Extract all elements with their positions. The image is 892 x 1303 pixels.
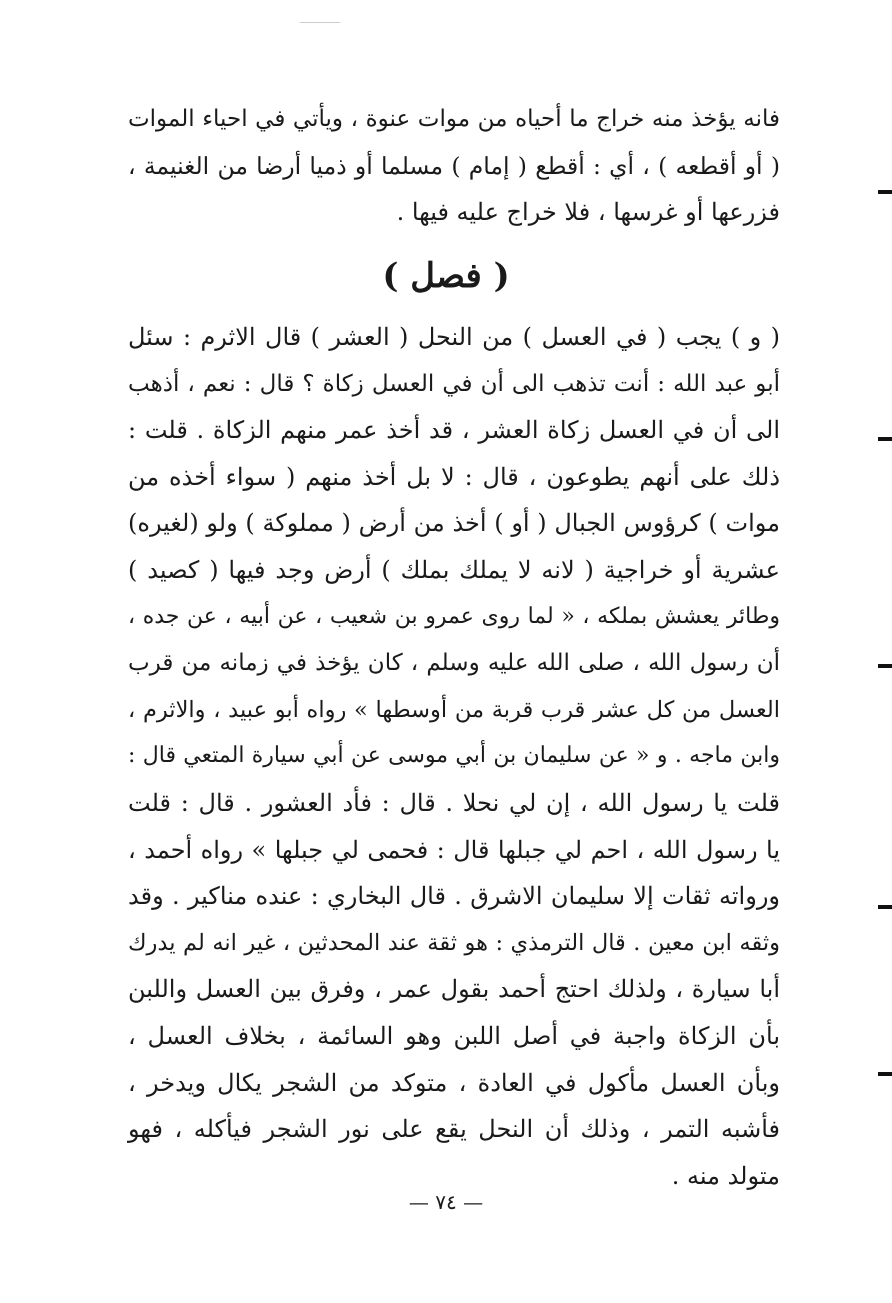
text-line: أن رسول الله ، صلى الله عليه وسلم ، كان يؤخذ في زمانه من قرب — [128, 650, 780, 677]
text-line: وبأن العسل مأكول في العادة ، متوكد من الشجر يكال ويدخر ، — [128, 1068, 780, 1097]
text-line: متولد منه . — [671, 1161, 780, 1190]
text-line: العسل من كل عشر قرب قربة من أوسطها » رواه أبو عبيد ، والاثرم ، — [128, 696, 780, 723]
page-number: — ٧٤ — — [408, 1190, 484, 1214]
intro-paragraph — [128, 96, 780, 236]
text-line: فزرعها أو غرسها ، فلا خراج عليه فيها . — [396, 198, 780, 227]
text-line: أبو عبد الله : أنت تذهب الى أن في العسل زكاة ؟ قال : نعم ، أذهب — [128, 370, 780, 397]
text-line: بأن الزكاة واجبة في أصل اللبن وهو السائمة ، بخلاف العسل ، — [128, 1021, 781, 1050]
text-line: الى أن في العسل زكاة العشر ، قد أخذ عمر منهم الزكاة . قلت : — [128, 416, 780, 445]
text-line: وثقه ابن معين . قال الترمذي : هو ثقة عند المحدثين ، غير انه لم يدرك — [128, 929, 780, 956]
text-line: ( أو أقطعه ) ، أي : أقطع ( إمام ) مسلما أو ذميا أرضا من الغنيمة ، — [128, 151, 780, 180]
text-line: قلت يا رسول الله ، إن لي نحلا . قال : فأد العشور . قال : قلت — [128, 788, 780, 817]
section-heading: ( فصل ) — [382, 256, 510, 296]
body-paragraph — [128, 314, 780, 1199]
text-line: أبا سيارة ، ولذلك احتج أحمد بقول عمر ، وفرق بين العسل واللبن — [128, 975, 780, 1004]
margin-mark — [878, 905, 892, 909]
text-line: عشرية أو خراجية ( لانه لا يملك بملك ) أرض وجد فيها ( كصيد ) — [128, 555, 780, 584]
margin-mark — [878, 437, 892, 441]
text-line: يا رسول الله ، احم لي جبلها قال : فحمى لي جبلها » رواه أحمد ، — [128, 835, 780, 864]
text-line: ( و ) يجب ( في العسل ) من النحل ( العشر ) قال الاثرم : سئل — [128, 323, 780, 351]
text-line: ذلك على أنهم يطوعون ، قال : لا بل أخذ منهم ( سواء أخذه من — [128, 462, 780, 491]
margin-mark — [878, 190, 892, 194]
margin-mark — [878, 1072, 892, 1076]
text-line: وطائر يعشش بملكه ، « لما روى عمرو بن شعيب ، عن أبيه ، عن جده ، — [128, 603, 780, 629]
margin-mark — [878, 664, 892, 668]
text-line: فأشبه التمر ، وذلك أن النحل يقع على نور الشجر فيأكله ، فهو — [128, 1115, 780, 1144]
text-line: موات ) كرؤوس الجبال ( أو ) أخذ من أرض ( مملوكة ) ولو (لغيره) — [128, 509, 780, 538]
scan-artifact — [300, 22, 340, 23]
text-line: فانه يؤخذ منه خراج ما أحياه من موات عنوة ، ويأتي في احياء الموات — [128, 106, 780, 132]
text-line: وابن ماجه . و « عن سليمان بن أبي موسى عن أبي سيارة المتعي قال : — [128, 743, 780, 769]
text-line: ورواته ثقات إلا سليمان الاشرق . قال البخاري : عنده مناكير . وقد — [128, 882, 780, 911]
